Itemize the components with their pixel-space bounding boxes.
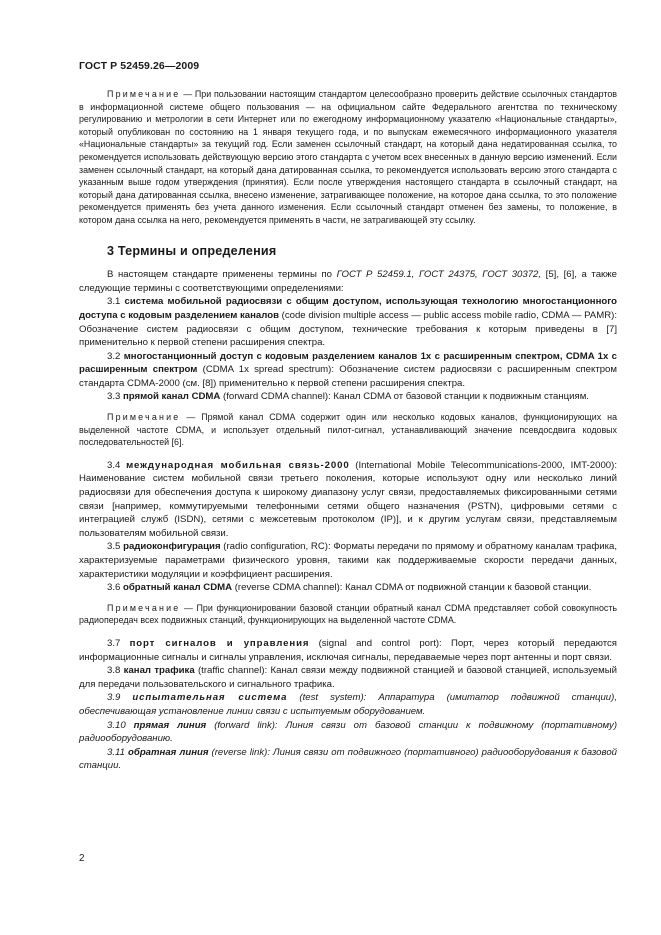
term-definition: (reverse CDMA channel): Канал CDMA от подвижной станции к базовой станции.	[232, 582, 592, 594]
term-3-3-note: Примечание — Прямой канал CDMA содержит один или несколько кодовых каналов, функционирующих на выделенной частоте CDMA, и использует отдельный пилот-сигнал, устанавливающий значение псевдосдвига кодовых последовательностей [6].	[79, 412, 618, 448]
document-header: ГОСТ Р 52459.26—2009	[79, 60, 200, 72]
term-3-4: 3.4 международная мобильная связь-2000 (International Mobile Telecommunications-2000, IMT-2000): Наименование систем мобильной связи третьего поколения, которые используют одну или несколько линий радиосвязи для обеспечения доступа к широкому диапазону услуг связи, предоставляемых фиксированными сетями связи [например, коммутируемыми телефонными сетями общего назначения (PSTN), цифровыми сетями с интеграцией служб (ISDN), сетями с межсетевым протоколом (IP)], и к другим услугам связи, представляемым пользователям мобильной связи.	[79, 459, 617, 539]
term-3-10: 3.10 прямая линия (forward link): Линия связи от базовой станции к подвижному (портативному) радиооборудованию.	[79, 719, 618, 745]
term-definition: (test system): Аппаратура (имитатор подвижной станции), обеспечивающая установление линии связи с испытуемым оборудованием.	[79, 692, 617, 717]
term-name: испытательная система	[132, 692, 288, 704]
term-3-1: 3.1 система мобильной радиосвязи с общим доступом, использующая технологию многостанционного доступа с кодовым разделением каналов (code division multiple access — public access mobile radio, CDMA — PAMR): Обозначение систем радиосвязи с общим доступом, технические требования к которым приведены в [7] применительно к первой степени расширения спектра.	[79, 296, 617, 349]
term-3-11: 3.11 обратная линия (reverse link): Линия связи от подвижного (портативного) радиооборудования к базовой станции.	[79, 746, 617, 772]
term-definition: (reverse link): Линия связи от подвижного (портативного) радиооборудования к базовой станции.	[79, 746, 617, 772]
term-definition: (forward CDMA channel): Канал CDMA от базовой станции к подвижным станциям.	[220, 391, 589, 403]
term-name: обратный канал CDMA	[123, 582, 233, 594]
term-definition: (forward link): Линия связи от базовой станции к подвижному (портативному) радиооборудованию.	[79, 719, 618, 745]
term-name: система мобильной радиосвязи с общим доступом, использующая технологию многостанционного доступа с кодовым разделением каналов	[79, 296, 617, 321]
term-definition: (International Mobile Telecommunications-2000, IMT-2000): Наименование систем мобильной связи третьего поколения, которые используют одну или несколько линий радиосвязи для обеспечения доступа к широкому диапазону услуг связи, предоставляемых фиксированными сетями связи [например, коммутируемыми телефонными сетями общего назначения (PSTN), цифровыми сетями с интеграцией служб (ISDN), сетями с межсетевым протоколом (IP)], и к другим услугам связи, представляемым пользователям мобильной связи.	[79, 459, 617, 539]
term-name: международная мобильная связь-2000	[126, 459, 350, 471]
term-3-9: 3.9 испытательная система (test system): Аппаратура (имитатор подвижной станции), обеспечивающая установление линии связи с испытуемым оборудованием.	[79, 692, 617, 717]
note-label: Примечание	[107, 602, 181, 613]
term-name: прямой канал CDMA	[123, 391, 221, 403]
section-title: 3 Термины и определения	[107, 243, 277, 258]
term-definition: (code division multiple access — public access mobile radio, CDMA — PAMR): Обозначение систем радиосвязи с общим доступом, технические требования к которым приведены в [7] применительно к первой степени расширения спектра.	[79, 309, 617, 349]
standard-refs: ГОСТ Р 52459.1, ГОСТ 24375, ГОСТ 30372,	[336, 269, 542, 281]
term-3-3: 3.3 прямой канал CDMA (forward CDMA channel): Канал CDMA от базовой станции к подвижным станциям.	[107, 391, 589, 403]
term-3-6: 3.6 обратный канал CDMA (reverse CDMA channel): Канал CDMA от подвижной станции к базовой станции.	[107, 582, 592, 594]
note-label: Примечание	[107, 412, 181, 423]
term-name: многостанционный доступ с кодовым разделением каналов 1x с расширенным спектром, CDMA 1x с расширенным спектром	[79, 350, 617, 376]
term-definition: (traffic channel): Канал связи между подвижной станцией и базовой станцией, используемый для передачи пользовательского и сигнального трафика.	[79, 665, 617, 690]
page-number: 2	[79, 853, 85, 864]
term-3-8: 3.8 канал трафика (traffic channel): Канал связи между подвижной станцией и базовой станцией, используемый для передачи пользовательского и сигнального трафика.	[79, 665, 617, 690]
term-name: радиоконфигурация	[123, 541, 221, 553]
term-3-6-note: Примечание — При функционировании базовой станции обратный канал CDMA представляет собой совокупность радиопередач всех подвижных станций, функционирующих на выделенной частоте CDMA.	[79, 602, 618, 626]
note-text: Прямой канал CDMA содержит один или несколько кодовых каналов, функционирующих на выделенной частоте CDMA, и использует отдельный пилот-сигнал, устанавливающий значение псевдосдвига кодовых последовательностей [6].	[79, 412, 618, 448]
term-3-2: 3.2 многостанционный доступ с кодовым разделением каналов 1x с расширенным спектром, CDMA 1x с расширенным спектром (CDMA 1x spread spectrum): Обозначение систем радиосвязи с расширенным спектром стандарта CDMA-2000 (см. [8]) применительно к первой степени расширения спектра.	[79, 350, 617, 389]
note-text: При функционировании базовой станции обратный канал CDMA представляет собой совокупность радиопередач всех подвижных станций, функционирующих на выделенной частоте CDMA.	[79, 602, 618, 626]
term-definition: (radio configuration, RC): Форматы передачи по прямому и обратному каналам трафика, характеризуемые параметрами физического уровня, такими как поддерживаемые скорости передачи данных, характеристики модуляции и коэффициент расширения.	[79, 541, 617, 580]
term-name: прямая линия	[133, 719, 207, 731]
section-intro: В настоящем стандарте применены термины по ГОСТ Р 52459.1, ГОСТ 24375, ГОСТ 30372, [5], [6], а также следующие термины с соответствующими определениями:	[79, 269, 617, 294]
term-name: порт сигналов и управления	[129, 637, 310, 649]
term-definition: (CDMA 1x spread spectrum): Обозначение систем радиосвязи с расширенным спектром стандарта CDMA-2000 (см. [8]) применительно к первой степени расширения спектра.	[79, 364, 617, 389]
term-3-7: 3.7 порт сигналов и управления (signal and control port): Порт, через который передаются информационные сигналы и сигналы управления, исключая сигналы, передаваемые через порт антенны и порт связи.	[79, 637, 617, 663]
term-name: канал трафика	[123, 665, 195, 677]
term-name: обратная линия	[128, 746, 209, 758]
term-definition: (signal and control port): Порт, через который передаются информационные сигналы и сигналы управления, исключая сигналы, передаваемые через порт антенны и порт связи.	[79, 637, 617, 663]
intro-note: Примечание — При пользовании настоящим стандартом целесообразно проверить действие ссылочных стандартов в информационной системе общего пользования — на официальном сайте Федерального агентства по техническому регулированию и метрологии в сети Интернет или по ежегодному информационному указателю «Национальные стандарты», который опубликован по состоянию на 1 января текущего года, и по выпускам ежемесячного информационного указателя «Национальные стандарты» за текущий год. Если заменен ссылочный стандарт, на который дана недатированная ссылка, то рекомендуется использовать действующую версию этого стандарта с учетом всех внесенных в данную версию изменений. Если заменен ссылочный стандарт, на который дана датированная ссылка, то рекомендуется использовать версию этого стандарта с указанным выше годом утверждения (принятия). Если после утверждения настоящего стандарта в ссылочный стандарт, на который дана датированная ссылка, внесено изменение, затрагивающее положение, на которое дана ссылка, то это положение рекомендуется применять без учета данного изменения. Если ссылочный стандарт отменен без замены, то положение, в котором дана ссылка на него, рекомендуется применять в части, не затрагивающей эту ссылку.	[79, 89, 617, 225]
document-body	[79, 88, 617, 773]
note-label: Примечание	[107, 89, 181, 99]
note-text: При пользовании настоящим стандартом целесообразно проверить действие ссылочных стандартов в информационной системе общего пользования — на официальном сайте Федерального агентства по техническому регулированию и метрологии в сети Интернет или по ежегодному информационному указателю «Национальные стандарты», который опубликован по состоянию на 1 января текущего года, и по выпускам ежемесячного информационного указателя «Национальные стандарты» за текущий год. Если заменен ссылочный стандарт, на который дана недатированная ссылка, то рекомендуется использовать действующую версию этого стандарта с учетом всех внесенных в данную версию изменений. Если заменен ссылочный стандарт, на который дана датированная ссылка, то рекомендуется использовать версию этого стандарта с указанным выше годом утверждения (принятия). Если после утверждения настоящего стандарта в ссылочный стандарт, на который дана датированная ссылка, внесено изменение, затрагивающее положение, на которое дана ссылка, то это положение рекомендуется применять без учета данного изменения. Если ссылочный стандарт отменен без замены, то положение, в котором дана ссылка на него, рекомендуется применять в части, не затрагивающей эту ссылку.	[79, 89, 617, 225]
term-3-5: 3.5 радиоконфигурация (radio configuration, RC): Форматы передачи по прямому и обратному каналам трафика, характеризуемые параметрами физического уровня, такими как поддерживаемые скорости передачи данных, характеристики модуляции и коэффициент расширения.	[79, 541, 617, 580]
